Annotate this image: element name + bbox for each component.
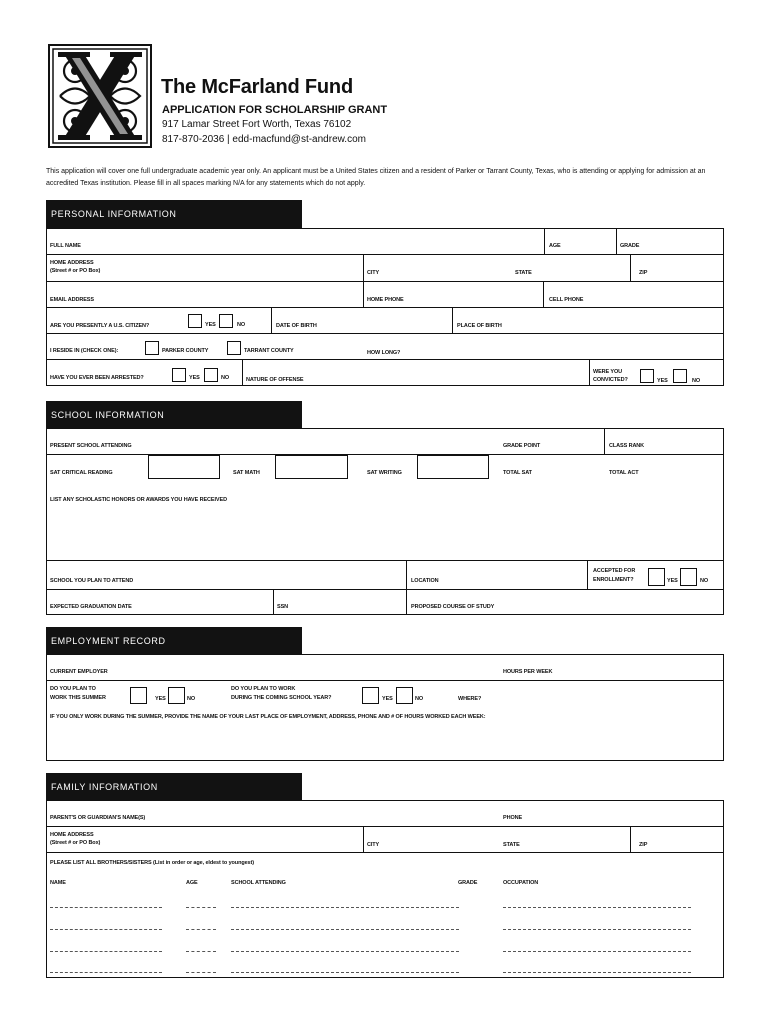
cell-phone-label: CELL PHONE [549, 297, 584, 303]
city-label: CITY [367, 270, 380, 276]
grade-label: GRADE [620, 243, 640, 249]
where-label: WHERE? [458, 696, 482, 702]
sat-writing-label: SAT WRITING [367, 470, 402, 476]
org-address: 917 Lamar Street Fort Worth, Texas 76102 [162, 119, 352, 130]
col-age-label: AGE [186, 880, 198, 886]
age-label: AGE [549, 243, 561, 249]
parker-county-label: PARKER COUNTY [162, 348, 209, 354]
sibling-age-line[interactable] [186, 972, 216, 974]
citizen-no-label: NO [237, 322, 246, 328]
col-grade-label: GRADE [458, 880, 478, 886]
accepted-yes-label: YES [667, 578, 678, 584]
summer-yes-checkbox[interactable] [130, 687, 147, 704]
summer-label-1: DO YOU PLAN TO [50, 686, 96, 692]
hours-per-week-label: HOURS PER WEEK [503, 669, 553, 675]
location-label: LOCATION [411, 578, 439, 584]
parents-label: PARENT'S OR GUARDIAN'S NAME(S) [50, 815, 146, 821]
family-city-label: CITY [367, 842, 380, 848]
sat-math-label: SAT MATH [233, 470, 260, 476]
sibling-school-line[interactable] [231, 907, 459, 909]
sibling-name-line[interactable] [50, 929, 162, 931]
accepted-no-checkbox[interactable] [680, 568, 697, 586]
convicted-no-label: NO [692, 378, 701, 384]
sibling-age-line[interactable] [186, 907, 216, 909]
accepted-yes-checkbox[interactable] [648, 568, 665, 586]
convicted-no-checkbox[interactable] [673, 369, 687, 383]
reside-label: I RESIDE IN (CHECK ONE): [50, 348, 119, 354]
sibling-name-line[interactable] [50, 951, 162, 953]
grade-point-label: GRADE POINT [503, 443, 541, 449]
class-rank-label: CLASS RANK [609, 443, 645, 449]
sibling-age-line[interactable] [186, 951, 216, 953]
grad-date-label: EXPECTED GRADUATION DATE [50, 604, 132, 610]
present-school-label: PRESENT SCHOOL ATTENDING [50, 443, 132, 449]
citizen-label: ARE YOU PRESENTLY A U.S. CITIZEN? [50, 323, 150, 329]
sibling-name-line[interactable] [50, 972, 162, 974]
zip-label: ZIP [639, 270, 648, 276]
sat-writing-input[interactable] [417, 455, 489, 479]
summer-yes-label: YES [155, 696, 166, 702]
parker-county-checkbox[interactable] [145, 341, 159, 355]
sibling-school-line[interactable] [231, 972, 459, 974]
accepted-label-2: ENROLLMENT? [593, 577, 634, 583]
arrested-yes-label: YES [189, 375, 200, 381]
pob-label: PLACE OF BIRTH [457, 323, 502, 329]
school-year-label-1: DO YOU PLAN TO WORK [231, 686, 296, 692]
section-heading-employment: EMPLOYMENT RECORD [46, 627, 302, 655]
org-title: The McFarland Fund [161, 76, 353, 98]
how-long-label: HOW LONG? [367, 350, 401, 356]
citizen-no-checkbox[interactable] [219, 314, 233, 328]
tarrant-county-checkbox[interactable] [227, 341, 241, 355]
arrested-no-checkbox[interactable] [204, 368, 218, 382]
family-street-hint: (Street # or PO Box) [50, 840, 101, 846]
col-school-label: SCHOOL ATTENDING [231, 880, 286, 886]
convicted-label-2: CONVICTED? [593, 377, 628, 383]
siblings-label: PLEASE LIST ALL BROTHERS/SISTERS (List in order or age, eldest to youngest) [50, 860, 254, 866]
sibling-occupation-line[interactable] [503, 907, 691, 909]
full-name-label: FULL NAME [50, 243, 81, 249]
school-year-no-checkbox[interactable] [396, 687, 413, 704]
summer-no-label: NO [187, 696, 196, 702]
home-address-label: HOME ADDRESS [50, 260, 94, 266]
sibling-age-line[interactable] [186, 929, 216, 931]
intro-text: This application will cover one full undergraduate academic year only. An applicant must be a United States citizen and a resident of Parker or Tarrant County, Texas, who is attending or applying for admission at an accredited Texas institution. Please fill in all spaces marking N/A for any statements which do not apply. [46, 168, 706, 187]
sibling-school-line[interactable] [231, 951, 459, 953]
sibling-occupation-line[interactable] [503, 929, 691, 931]
section-heading-family: FAMILY INFORMATION [46, 773, 302, 801]
convicted-yes-label: YES [657, 378, 668, 384]
accepted-no-label: NO [700, 578, 709, 584]
plan-school-label: SCHOOL YOU PLAN TO ATTEND [50, 578, 134, 584]
arrested-label: HAVE YOU EVER BEEN ARRESTED? [50, 375, 144, 381]
school-year-no-label: NO [415, 696, 424, 702]
summer-only-label: IF YOU ONLY WORK DURING THE SUMMER, PROVIDE THE NAME OF YOUR LAST PLACE OF EMPLOYMENT, ADDRESS, PHONE AND # OF HOURS WORKED EACH WEEK: [50, 714, 486, 720]
tarrant-county-label: TARRANT COUNTY [244, 348, 294, 354]
summer-label-2: WORK THIS SUMMER [50, 695, 106, 701]
ssn-label: SSN [277, 604, 289, 610]
sibling-name-line[interactable] [50, 907, 162, 909]
family-zip-label: ZIP [639, 842, 648, 848]
form-subtitle: APPLICATION FOR SCHOLARSHIP GRANT [162, 104, 388, 116]
convicted-yes-checkbox[interactable] [640, 369, 654, 383]
total-act-label: TOTAL ACT [609, 470, 639, 476]
arrested-no-label: NO [221, 375, 230, 381]
sibling-school-line[interactable] [231, 929, 459, 931]
course-label: PROPOSED COURSE OF STUDY [411, 604, 495, 610]
summer-no-checkbox[interactable] [168, 687, 185, 704]
email-label: EMAIL ADDRESS [50, 297, 94, 303]
col-name-label: NAME [50, 880, 66, 886]
fund-logo [48, 44, 152, 148]
current-employer-label: CURRENT EMPLOYER [50, 669, 108, 675]
citizen-yes-label: YES [205, 322, 216, 328]
total-sat-label: TOTAL SAT [503, 470, 532, 476]
employment-box [46, 654, 724, 761]
street-hint: (Street # or PO Box) [50, 268, 101, 274]
arrested-yes-checkbox[interactable] [172, 368, 186, 382]
sat-reading-label: SAT CRITICAL READING [50, 470, 113, 476]
org-contact: 817-870-2036 | edd-macfund@st-andrew.com [162, 134, 366, 145]
school-year-label-2: DURING THE COMING SCHOOL YEAR? [231, 695, 332, 701]
accepted-label-1: ACCEPTED FOR [593, 568, 636, 574]
dob-label: DATE OF BIRTH [276, 323, 317, 329]
col-occupation-label: OCCUPATION [503, 880, 539, 886]
sibling-occupation-line[interactable] [503, 972, 691, 974]
section-heading-school: SCHOOL INFORMATION [46, 401, 302, 429]
family-home-address-label: HOME ADDRESS [50, 832, 94, 838]
section-heading-personal: PERSONAL INFORMATION [46, 200, 302, 228]
sat-math-input[interactable] [275, 455, 348, 479]
school-year-yes-label: YES [382, 696, 393, 702]
home-phone-label: HOME PHONE [367, 297, 404, 303]
family-state-label: STATE [503, 842, 520, 848]
citizen-yes-checkbox[interactable] [188, 314, 202, 328]
school-year-yes-checkbox[interactable] [362, 687, 379, 704]
sibling-occupation-line[interactable] [503, 951, 691, 953]
offense-label: NATURE OF OFFENSE [246, 377, 304, 383]
sat-reading-input[interactable] [148, 455, 220, 479]
convicted-label-1: WERE YOU [593, 369, 623, 375]
state-label: STATE [515, 270, 532, 276]
family-phone-label: PHONE [503, 815, 523, 821]
honors-label: LIST ANY SCHOLASTIC HONORS OR AWARDS YOU HAVE RECEIVED [50, 497, 227, 503]
